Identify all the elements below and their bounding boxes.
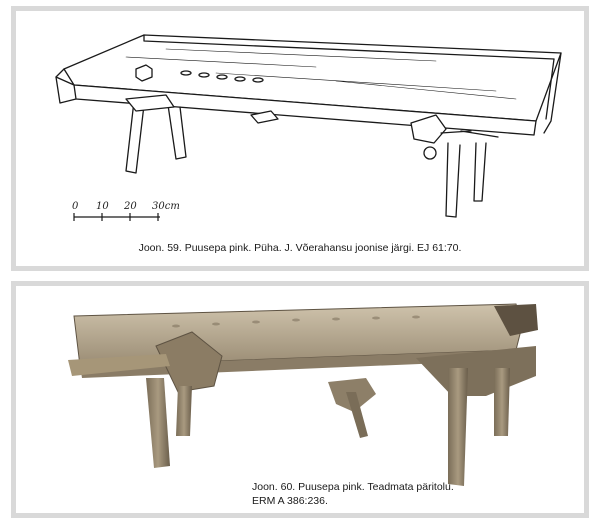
figure-60-caption: [252, 480, 454, 508]
figure-59-panel: [11, 6, 589, 271]
scale-tick-0: 0: [72, 201, 79, 212]
scale-tick-20: 20: [124, 201, 137, 212]
scale-bar: [74, 213, 160, 221]
scale-tick-30: 30cm: [152, 201, 180, 212]
figure-60-caption-line2: ERM A 386:236.: [252, 495, 328, 507]
workbench-line-drawing: [16, 11, 584, 266]
workbench-photo: [16, 286, 584, 513]
scale-tick-10: 10: [96, 201, 109, 212]
figure-60-panel: [11, 281, 589, 518]
figure-60-caption-line1: Joon. 60. Puusepa pink. Teadmata päritolu.: [252, 481, 454, 493]
figure-59-caption: Joon. 59. Puusepa pink. Püha. J. Võerahansu joonise järgi. EJ 61:70.: [138, 242, 462, 254]
